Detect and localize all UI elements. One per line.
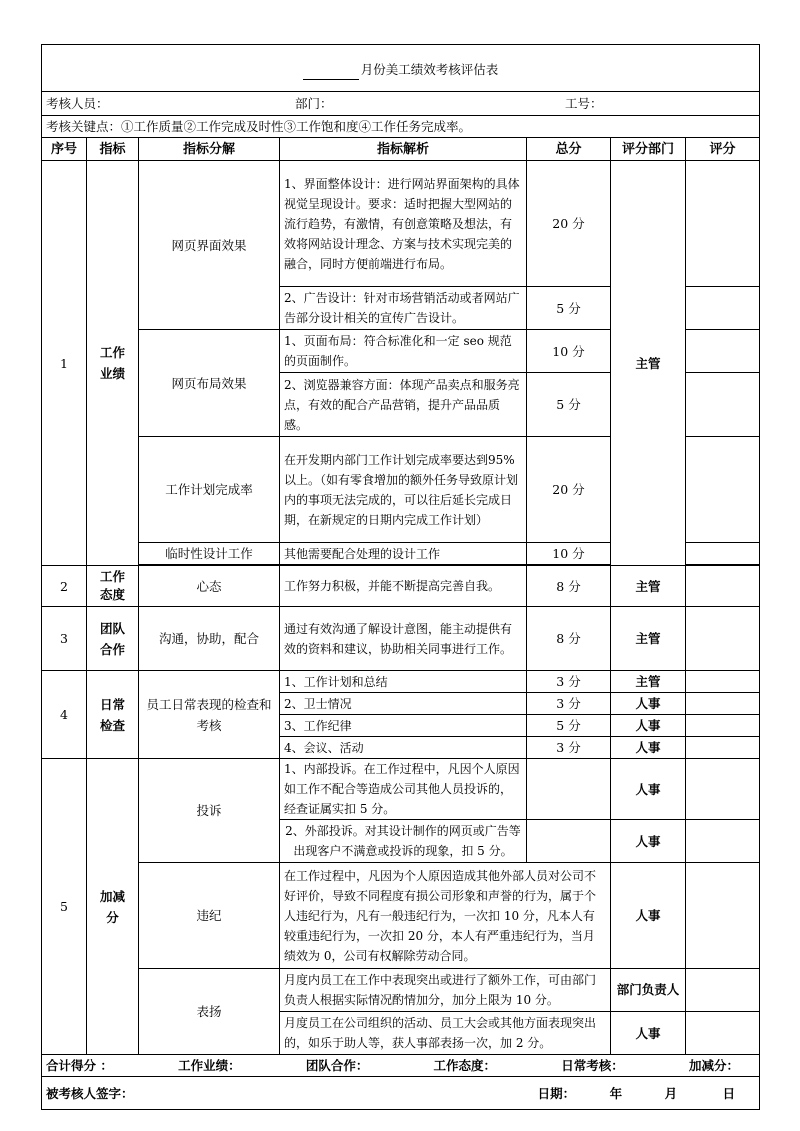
rating-cell[interactable] <box>686 737 760 759</box>
indicator-label: 工作 业绩 <box>87 161 139 566</box>
score-value: 10 分 <box>527 330 611 373</box>
indicator-desc: 4、会议、活动 <box>280 737 527 759</box>
sub-indicator: 网页布局效果 <box>139 330 280 437</box>
bonus-score-label: 加减分： <box>689 1058 740 1073</box>
score-value: 3 分 <box>527 737 611 759</box>
score-value <box>527 759 611 820</box>
rating-cell[interactable] <box>686 715 760 737</box>
rating-dept: 主管 <box>611 161 686 566</box>
sub-indicator: 表扬 <box>139 969 280 1055</box>
month-label: 月 <box>664 1085 678 1101</box>
assessor-label: 考核人员： <box>46 96 109 111</box>
rating-cell[interactable] <box>686 607 760 671</box>
rating-cell[interactable] <box>686 287 760 330</box>
col-header: 总分 <box>527 138 611 161</box>
score-value: 3 分 <box>527 693 611 715</box>
rating-cell[interactable] <box>686 437 760 543</box>
sub-indicator: 投诉 <box>139 759 280 863</box>
perf-score-label: 工作业绩： <box>178 1058 241 1073</box>
indicator-desc: 其他需要配合处理的设计工作 <box>280 543 527 565</box>
row-number: 4 <box>42 671 87 759</box>
rating-cell[interactable] <box>686 863 760 969</box>
total-label: 合计得分 ： <box>46 1058 113 1073</box>
day-label: 日 <box>722 1085 736 1101</box>
sub-indicator: 违纪 <box>139 863 280 969</box>
score-value: 5 分 <box>527 373 611 437</box>
rating-cell[interactable] <box>686 759 760 820</box>
attitude-score-label: 工作态度： <box>433 1058 497 1073</box>
team-score-label: 团队合作： <box>305 1058 369 1073</box>
sub-indicator: 网页界面效果 <box>139 161 280 330</box>
indicator-desc: 2、外部投诉。对其设计制作的网页或广告等出现客户不满意或投诉的现象，扣 5 分。 <box>280 820 527 863</box>
indicator-label: 加减 分 <box>87 759 139 1055</box>
row-number: 2 <box>42 566 87 607</box>
score-value: 3 分 <box>527 671 611 693</box>
rating-dept: 人事 <box>611 759 686 820</box>
score-value <box>527 820 611 863</box>
rating-cell[interactable] <box>686 566 760 607</box>
score-value: 5 分 <box>527 287 611 330</box>
header-row <box>42 138 760 161</box>
indicator-desc: 2、广告设计：针对市场营销活动或者网站广告部分设计相关的宣传广告设计。 <box>280 287 527 330</box>
month-blank[interactable] <box>303 57 359 80</box>
department-label: 部门： <box>295 96 333 111</box>
date-label: 日期： <box>537 1085 576 1101</box>
rating-cell[interactable] <box>686 969 760 1012</box>
info-row <box>42 92 760 116</box>
rating-dept: 人事 <box>611 820 686 863</box>
indicator-desc: 在开发期内部门工作计划完成率要达到95%以上。（如有零食增加的额外任务导致原计划内的事项无法完成的，可以往后延长完成日期，在新规定的日期内完成工作计划） <box>280 437 527 543</box>
col-header: 评分 <box>686 138 760 161</box>
signature-row <box>42 1077 760 1110</box>
indicator-label: 工作 态度 <box>87 566 139 607</box>
rating-cell[interactable] <box>686 693 760 715</box>
rating-cell[interactable] <box>686 330 760 373</box>
rating-cell[interactable] <box>686 161 760 287</box>
col-header: 评分部门 <box>611 138 686 161</box>
score-value: 5 分 <box>527 715 611 737</box>
rating-dept: 主管 <box>611 607 686 671</box>
rating-dept: 人事 <box>611 737 686 759</box>
col-header: 指标分解 <box>139 138 280 161</box>
indicator-desc: 月度员工在公司组织的活动、员工大会或其他方面表现突出的，如乐于助人等，获人事部表扬一次，加 2 分。 <box>280 1012 611 1055</box>
key-points: 考核关键点：①工作质量②工作完成及时性③工作饱和度④工作任务完成率。 <box>42 116 760 138</box>
evaluation-table <box>41 44 760 1110</box>
row-number: 1 <box>42 161 87 566</box>
row-number: 5 <box>42 759 87 1055</box>
sub-indicator: 心态 <box>139 566 280 607</box>
col-header: 指标解析 <box>280 138 527 161</box>
rating-dept: 人事 <box>611 715 686 737</box>
total-score-row <box>42 1055 760 1077</box>
rating-dept: 人事 <box>611 1012 686 1055</box>
score-value: 8 分 <box>527 607 611 671</box>
daily-score-label: 日常考核： <box>561 1058 624 1073</box>
indicator-desc: 3、工作纪律 <box>280 715 527 737</box>
job-no-label: 工号： <box>565 96 603 111</box>
indicator-desc: 1、工作计划和总结 <box>280 671 527 693</box>
indicator-desc: 工作努力积极，并能不断提高完善自我。 <box>280 566 527 607</box>
rating-cell[interactable] <box>686 373 760 437</box>
rating-dept: 人事 <box>611 863 686 969</box>
indicator-label: 团队 合作 <box>87 607 139 671</box>
year-label: 年 <box>609 1085 623 1101</box>
rating-cell[interactable] <box>686 1012 760 1055</box>
score-value: 20 分 <box>527 161 611 287</box>
indicator-label: 日常 检查 <box>87 671 139 759</box>
sub-indicator: 沟通，协助，配合 <box>139 607 280 671</box>
sub-indicator: 临时性设计工作 <box>139 543 280 565</box>
indicator-desc: 在工作过程中，凡因为个人原因造成其他外部人员对公司不好评价，导致不同程度有损公司形象和声誉的行为，属于个人违纪行为，凡有一般违纪行为，一次扣 10 分，凡本人有较重违纪行为，一次扣 20 分，本人有严重违纪行为，当月绩效为 0，公司有权解除劳动合同。 <box>280 863 611 969</box>
sub-indicator: 员工日常表现的检查和考核 <box>139 671 280 759</box>
rating-dept: 主管 <box>611 566 686 607</box>
col-header: 指标 <box>87 138 139 161</box>
rating-dept: 主管 <box>611 671 686 693</box>
rating-cell[interactable] <box>686 543 760 565</box>
indicator-desc: 1、页面布局：符合标准化和一定 seo 规范的页面制作。 <box>280 330 527 373</box>
score-value: 10 分 <box>527 543 611 565</box>
score-value: 20 分 <box>527 437 611 543</box>
row-number: 3 <box>42 607 87 671</box>
rating-dept: 部门负责人 <box>611 969 686 1012</box>
signature-label: 被考核人签字： <box>46 1085 134 1101</box>
rating-cell[interactable] <box>686 820 760 863</box>
col-header: 序号 <box>42 138 87 161</box>
rating-dept: 人事 <box>611 693 686 715</box>
indicator-desc: 月度内员工在工作中表现突出或进行了额外工作，可由部门负责人根据实际情况酌情加分，加分上限为 10 分。 <box>280 969 611 1012</box>
rating-cell[interactable] <box>686 671 760 693</box>
indicator-desc: 1、界面整体设计：进行网站界面架构的具体视觉呈现设计。要求：适时把握大型网站的流行趋势，有激情，有创意策略及想法，有效将网站设计理念、方案与技术实现完美的融合，同时方便前端进行布局。 <box>280 161 527 287</box>
score-value: 8 分 <box>527 566 611 607</box>
sub-indicator: 工作计划完成率 <box>139 437 280 543</box>
indicator-desc: 2、浏览器兼容方面：体现产品卖点和服务亮点，有效的配合产品营销，提升产品品质感。 <box>280 373 527 437</box>
indicator-desc: 2、卫士情况 <box>280 693 527 715</box>
indicator-desc: 1、内部投诉。在工作过程中，凡因个人原因如工作不配合等造成公司其他人员投诉的，经查证属实扣 5 分。 <box>280 759 527 820</box>
page-title: 月份美工绩效考核评估表 <box>42 45 760 92</box>
indicator-desc: 通过有效沟通了解设计意图，能主动提供有效的资料和建议，协助相关同事进行工作。 <box>280 607 527 671</box>
